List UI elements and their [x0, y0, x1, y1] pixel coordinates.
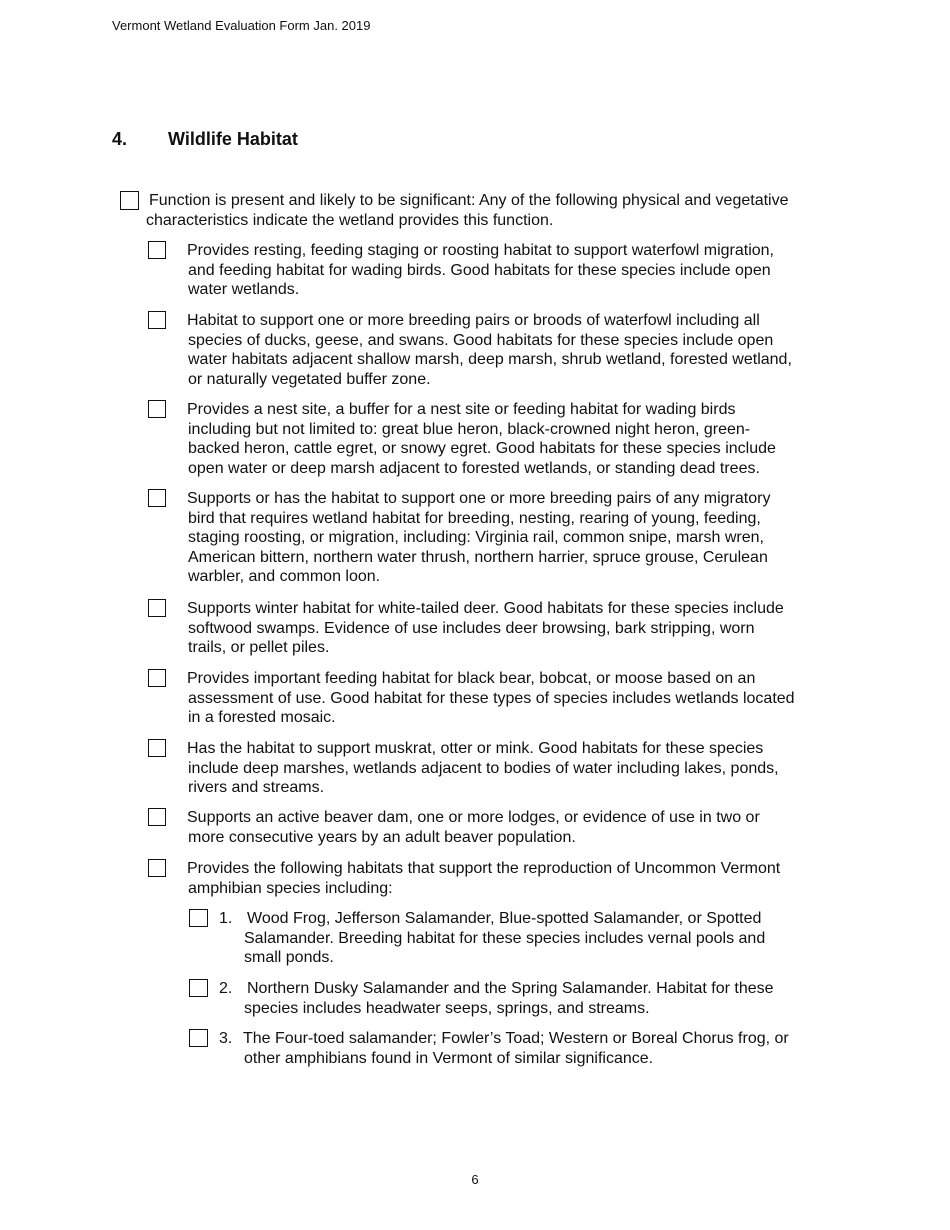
sub-criterion-line: Wood Frog, Jefferson Salamander, Blue-spotted Salamander, or Spotted	[247, 910, 762, 927]
sub-criterion-text	[244, 909, 765, 968]
section-title: Wildlife Habitat	[168, 129, 298, 149]
criterion-text	[187, 241, 774, 300]
criterion-line: staging roosting, or migration, including: Virginia rail, common snipe, marsh wren,	[188, 529, 764, 547]
criterion-line: Supports or has the habitat to support one or more breeding pairs of any migratory	[187, 490, 771, 507]
criterion-checkbox[interactable]	[148, 859, 166, 877]
section-number: 4.	[112, 129, 128, 149]
criterion-line: water wetlands.	[188, 281, 300, 299]
criterion-text	[187, 739, 779, 798]
criterion-line: more consecutive years by an adult beaver population.	[188, 828, 576, 846]
criterion-checkbox[interactable]	[148, 599, 166, 617]
criterion-checkbox[interactable]	[148, 241, 166, 259]
page-number: 6	[471, 1172, 479, 1187]
criterion-line: include deep marshes, wetlands adjacent to bodies of water including lakes, ponds,	[188, 759, 779, 777]
criterion-line: or naturally vegetated buffer zone.	[188, 370, 431, 388]
main-criterion-checkbox[interactable]	[120, 191, 139, 210]
sub-criterion-checkbox[interactable]	[189, 1029, 208, 1047]
sub-criterion-line: Northern Dusky Salamander and the Spring Salamander. Habitat for these	[247, 980, 774, 997]
criterion-checkbox[interactable]	[148, 489, 166, 507]
criterion-checkbox[interactable]	[148, 808, 166, 826]
criterion-text	[187, 859, 780, 898]
sub-criterion-line: Salamander. Breeding habitat for these species includes vernal pools and	[244, 929, 766, 947]
criterion-line: backed heron, cattle egret, or snowy egret. Good habitats for these species include	[188, 440, 776, 458]
criterion-line: Provides resting, feeding staging or roosting habitat to support waterfowl migration,	[187, 242, 774, 259]
criterion-line: Provides the following habitats that support the reproduction of Uncommon Vermont	[187, 860, 781, 877]
sub-criterion-line: species includes headwater seeps, springs, and streams.	[244, 999, 650, 1017]
sub-criterion-number: 2.	[219, 980, 233, 997]
criterion-line: and feeding habitat for wading birds. Good habitats for these species include open	[188, 261, 771, 279]
criterion-line: Supports an active beaver dam, one or more lodges, or evidence of use in two or	[187, 809, 760, 826]
criterion-line: bird that requires wetland habitat for breeding, nesting, rearing of young, feeding,	[188, 509, 761, 527]
criterion-line: trails, or pellet piles.	[188, 639, 330, 657]
criterion-text	[187, 669, 795, 728]
criterion-line: species of ducks, geese, and swans. Good habitats for these species include open	[188, 331, 774, 349]
criterion-checkbox[interactable]	[148, 400, 166, 418]
criterion-checkbox[interactable]	[148, 311, 166, 329]
criterion-line: in a forested mosaic.	[188, 709, 336, 727]
sub-criterion-line: small ponds.	[244, 949, 334, 967]
sub-criterion-text	[244, 979, 774, 1018]
criterion-line: amphibian species including:	[188, 879, 393, 897]
criterion-line: Provides important feeding habitat for black bear, bobcat, or moose based on an	[187, 670, 756, 687]
criterion-line: Provides a nest site, a buffer for a nest site or feeding habitat for wading birds	[187, 401, 736, 418]
criterion-text	[187, 489, 770, 587]
criterion-checkbox[interactable]	[148, 739, 166, 757]
main-criterion-text	[148, 191, 788, 230]
main-criterion-line: Function is present and likely to be significant: Any of the following physical and vegetative	[149, 192, 789, 209]
criterion-checkbox[interactable]	[148, 669, 166, 687]
form-header: Vermont Wetland Evaluation Form Jan. 2019	[112, 18, 371, 33]
criterion-line: open water or deep marsh adjacent to forested wetlands, or standing dead trees.	[188, 459, 760, 477]
sub-criterion-number: 1.	[219, 910, 233, 927]
criterion-line: rivers and streams.	[188, 779, 325, 797]
criterion-line: water habitats adjacent shallow marsh, deep marsh, shrub wetland, forested wetland,	[188, 351, 792, 369]
sub-criterion-text	[243, 1029, 789, 1068]
sub-criterion-line: The Four-toed salamander; Fowler’s Toad; Western or Boreal Chorus frog, or	[243, 1030, 789, 1047]
criterion-line: including but not limited to: great blue heron, black-crowned night heron, green-	[188, 420, 751, 438]
criterion-line: Supports winter habitat for white-tailed deer. Good habitats for these species include	[187, 600, 784, 617]
criterion-line: warbler, and common loon.	[188, 568, 381, 586]
criterion-text	[187, 808, 760, 847]
main-criterion-line: characteristics indicate the wetland provides this function.	[146, 211, 554, 229]
criterion-line: assessment of use. Good habitat for these types of species includes wetlands located	[188, 689, 795, 707]
criterion-line: softwood swamps. Evidence of use includes deer browsing, bark stripping, worn	[188, 619, 755, 637]
sub-criterion-number: 3.	[219, 1030, 233, 1047]
criterion-text	[187, 311, 792, 389]
criterion-line: American bittern, northern water thrush, northern harrier, spruce grouse, Cerulean	[188, 548, 768, 566]
criterion-line: Has the habitat to support muskrat, otter or mink. Good habitats for these species	[187, 740, 764, 757]
criterion-line: Habitat to support one or more breeding pairs or broods of waterfowl including all	[187, 312, 760, 329]
criterion-text	[187, 400, 776, 478]
sub-criterion-line: other amphibians found in Vermont of similar significance.	[244, 1049, 654, 1067]
criterion-text	[187, 599, 784, 658]
sub-criterion-checkbox[interactable]	[189, 979, 208, 997]
section-heading	[112, 128, 298, 150]
sub-criterion-checkbox[interactable]	[189, 909, 208, 927]
